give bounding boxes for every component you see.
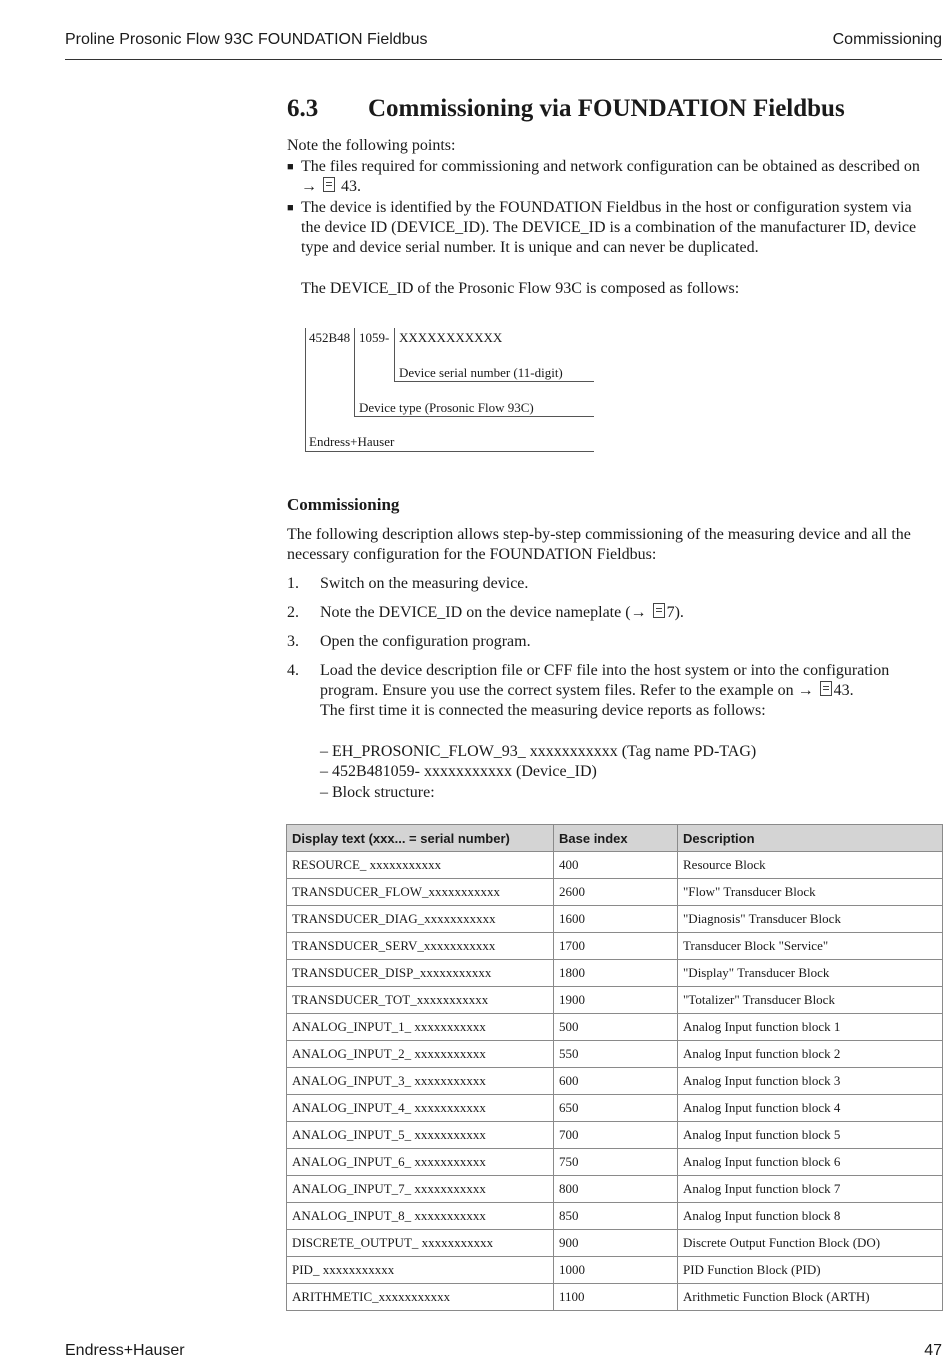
display-text-cell: TRANSDUCER_SERV_xxxxxxxxxxx (287, 933, 554, 960)
display-text-cell: TRANSDUCER_DIAG_xxxxxxxxxxx (287, 906, 554, 933)
base-index-cell: 1100 (554, 1284, 678, 1311)
section-number: 6.3 (287, 95, 319, 122)
table-row (287, 1149, 943, 1176)
display-text-cell: ANALOG_INPUT_5_ xxxxxxxxxxx (287, 1122, 554, 1149)
display-text-cell: ANALOG_INPUT_7_ xxxxxxxxxxx (287, 1176, 554, 1203)
commissioning-desc-line-1: The following description allows step-by-step commissioning of the measuring device and all the (287, 526, 911, 543)
description-cell: Analog Input function block 1 (678, 1014, 943, 1041)
table-row (287, 1176, 943, 1203)
base-index-cell: 1000 (554, 1257, 678, 1284)
base-index-cell: 900 (554, 1230, 678, 1257)
base-index-cell: 1700 (554, 933, 678, 960)
running-header-title: Proline Prosonic Flow 93C FOUNDATION Fieldbus (65, 31, 428, 48)
description-cell: Resource Block (678, 852, 943, 879)
description-cell: "Diagnosis" Transducer Block (678, 906, 943, 933)
display-text-cell: ANALOG_INPUT_6_ xxxxxxxxxxx (287, 1149, 554, 1176)
bullet-2-line-4: The DEVICE_ID of the Prosonic Flow 93C is composed as follows: (301, 280, 740, 297)
page-number: 47 (924, 1342, 942, 1359)
device-id-manufacturer-code: 452B48 (309, 330, 351, 345)
step-number: 2. (287, 604, 299, 621)
description-cell: Analog Input function block 8 (678, 1203, 943, 1230)
step-number: 1. (287, 575, 299, 592)
bracket-line (305, 451, 594, 452)
page-reference[interactable]: 43. (833, 682, 854, 699)
page-reference-icon (820, 681, 832, 696)
bracket-line (394, 328, 395, 382)
step-number: 3. (287, 633, 299, 650)
description-cell: "Flow" Transducer Block (678, 879, 943, 906)
bullet-1-line-1: The files required for commissioning and network configuration can be obtained as described on (301, 158, 920, 175)
display-text-cell: TRANSDUCER_FLOW_xxxxxxxxxxx (287, 879, 554, 906)
label-device-type: Device type (Prosonic Flow 93C) (359, 400, 534, 415)
label-manufacturer: Endress+Hauser (309, 434, 395, 449)
block-structure-table (286, 824, 943, 1311)
table-row (287, 1068, 943, 1095)
description-cell: Analog Input function block 7 (678, 1176, 943, 1203)
base-index-cell: 600 (554, 1068, 678, 1095)
display-text-cell: ANALOG_INPUT_8_ xxxxxxxxxxx (287, 1203, 554, 1230)
device-id-type-code: 1059- (359, 330, 390, 345)
device-id-diagram (305, 326, 595, 456)
display-text-cell: ANALOG_INPUT_2_ xxxxxxxxxxx (287, 1041, 554, 1068)
table-row (287, 1122, 943, 1149)
bullet-marker: ■ (287, 202, 294, 214)
base-index-cell: 500 (554, 1014, 678, 1041)
intro-text: Note the following points: (287, 137, 456, 154)
base-index-cell: 850 (554, 1203, 678, 1230)
bullet-2-line-1: The device is identified by the FOUNDATION Fieldbus in the host or configuration system via (301, 199, 912, 216)
display-text-cell: PID_ xxxxxxxxxxx (287, 1257, 554, 1284)
table-row (287, 1041, 943, 1068)
base-index-cell: 1900 (554, 987, 678, 1014)
bullet-2-line-3: type and device serial number. It is unique and can never be duplicated. (301, 239, 759, 256)
table-row (287, 852, 943, 879)
description-cell: Discrete Output Function Block (DO) (678, 1230, 943, 1257)
bullet-2-line-2: the device ID (DEVICE_ID). The DEVICE_ID is a combination of the manufacturer ID, device (301, 219, 917, 236)
base-index-cell: 650 (554, 1095, 678, 1122)
display-text-cell: RESOURCE_ xxxxxxxxxxx (287, 852, 554, 879)
display-text-cell: ANALOG_INPUT_1_ xxxxxxxxxxx (287, 1014, 554, 1041)
page-reference[interactable]: 7). (666, 604, 684, 621)
table-row (287, 1095, 943, 1122)
step-number: 4. (287, 662, 299, 679)
table-row (287, 906, 943, 933)
base-index-cell: 750 (554, 1149, 678, 1176)
page-reference-icon (323, 177, 335, 192)
label-serial-number: Device serial number (11-digit) (399, 365, 563, 380)
step-text-part: program. Ensure you use the correct system files. Refer to the example on → (320, 682, 814, 699)
description-cell: Analog Input function block 4 (678, 1095, 943, 1122)
page-reference[interactable]: 43. (341, 178, 361, 195)
base-index-cell: 1800 (554, 960, 678, 987)
display-text-cell: ARITHMETIC_xxxxxxxxxxx (287, 1284, 554, 1311)
step-text (320, 603, 920, 624)
table-row (287, 960, 943, 987)
display-text-cell: TRANSDUCER_TOT_xxxxxxxxxxx (287, 987, 554, 1014)
step-text-line-2 (320, 681, 945, 702)
display-text-cell: TRANSDUCER_DISP_xxxxxxxxxxx (287, 960, 554, 987)
description-cell: PID Function Block (PID) (678, 1257, 943, 1284)
base-index-cell: 2600 (554, 879, 678, 906)
column-header: Base index (554, 825, 678, 852)
base-index-cell: 550 (554, 1041, 678, 1068)
display-text-cell: ANALOG_INPUT_4_ xxxxxxxxxxx (287, 1095, 554, 1122)
table-row (287, 1230, 943, 1257)
bracket-line (394, 381, 594, 382)
bullet-marker: ■ (287, 161, 294, 173)
bracket-line (354, 416, 594, 417)
table-header-row (287, 825, 943, 852)
bracket-line (305, 328, 306, 452)
table-row (287, 933, 943, 960)
base-index-cell: 700 (554, 1122, 678, 1149)
base-index-cell: 400 (554, 852, 678, 879)
base-index-cell: 1600 (554, 906, 678, 933)
step-text-part: Note the DEVICE_ID on the device nameplate (→ (320, 604, 647, 621)
base-index-cell: 800 (554, 1176, 678, 1203)
table-row (287, 879, 943, 906)
table-row (287, 1203, 943, 1230)
commissioning-heading: Commissioning (287, 495, 400, 514)
table-row (287, 1284, 943, 1311)
report-block-structure: – Block structure: (320, 784, 435, 801)
description-cell: "Display" Transducer Block (678, 960, 943, 987)
report-device-id: – 452B481059- xxxxxxxxxxx (Device_ID) (320, 763, 597, 780)
bracket-line (354, 328, 355, 417)
step-text-line-1: Load the device description file or CFF file into the host system or into the configuration (320, 662, 890, 679)
running-header-section: Commissioning (832, 31, 942, 48)
commissioning-desc-line-2: necessary configuration for the FOUNDATION Fieldbus: (287, 546, 657, 563)
description-cell: "Totalizer" Transducer Block (678, 987, 943, 1014)
description-cell: Arithmetic Function Block (ARTH) (678, 1284, 943, 1311)
table-row (287, 1257, 943, 1284)
table-row (287, 987, 943, 1014)
page-reference-icon (653, 603, 665, 618)
bullet-1-line-2 (301, 177, 361, 198)
display-text-cell: ANALOG_INPUT_3_ xxxxxxxxxxx (287, 1068, 554, 1095)
arrow-glyph: → (301, 178, 317, 195)
device-id-serial: XXXXXXXXXXX (399, 330, 503, 345)
description-cell: Analog Input function block 5 (678, 1122, 943, 1149)
step-text-line-3: The first time it is connected the measuring device reports as follows: (320, 702, 766, 719)
description-cell: Analog Input function block 2 (678, 1041, 943, 1068)
column-header: Display text (xxx... = serial number) (287, 825, 554, 852)
footer-company: Endress+Hauser (65, 1342, 185, 1359)
description-cell: Analog Input function block 6 (678, 1149, 943, 1176)
report-tag-name: – EH_PROSONIC_FLOW_93_ xxxxxxxxxxx (Tag name PD-TAG) (320, 743, 757, 760)
table-row (287, 1014, 943, 1041)
section-title: Commissioning via FOUNDATION Fieldbus (368, 95, 845, 122)
header-divider (65, 59, 942, 60)
description-cell: Transducer Block "Service" (678, 933, 943, 960)
column-header: Description (678, 825, 943, 852)
description-cell: Analog Input function block 3 (678, 1068, 943, 1095)
display-text-cell: DISCRETE_OUTPUT_ xxxxxxxxxxx (287, 1230, 554, 1257)
step-text: Open the configuration program. (320, 633, 531, 650)
step-text: Switch on the measuring device. (320, 575, 529, 592)
